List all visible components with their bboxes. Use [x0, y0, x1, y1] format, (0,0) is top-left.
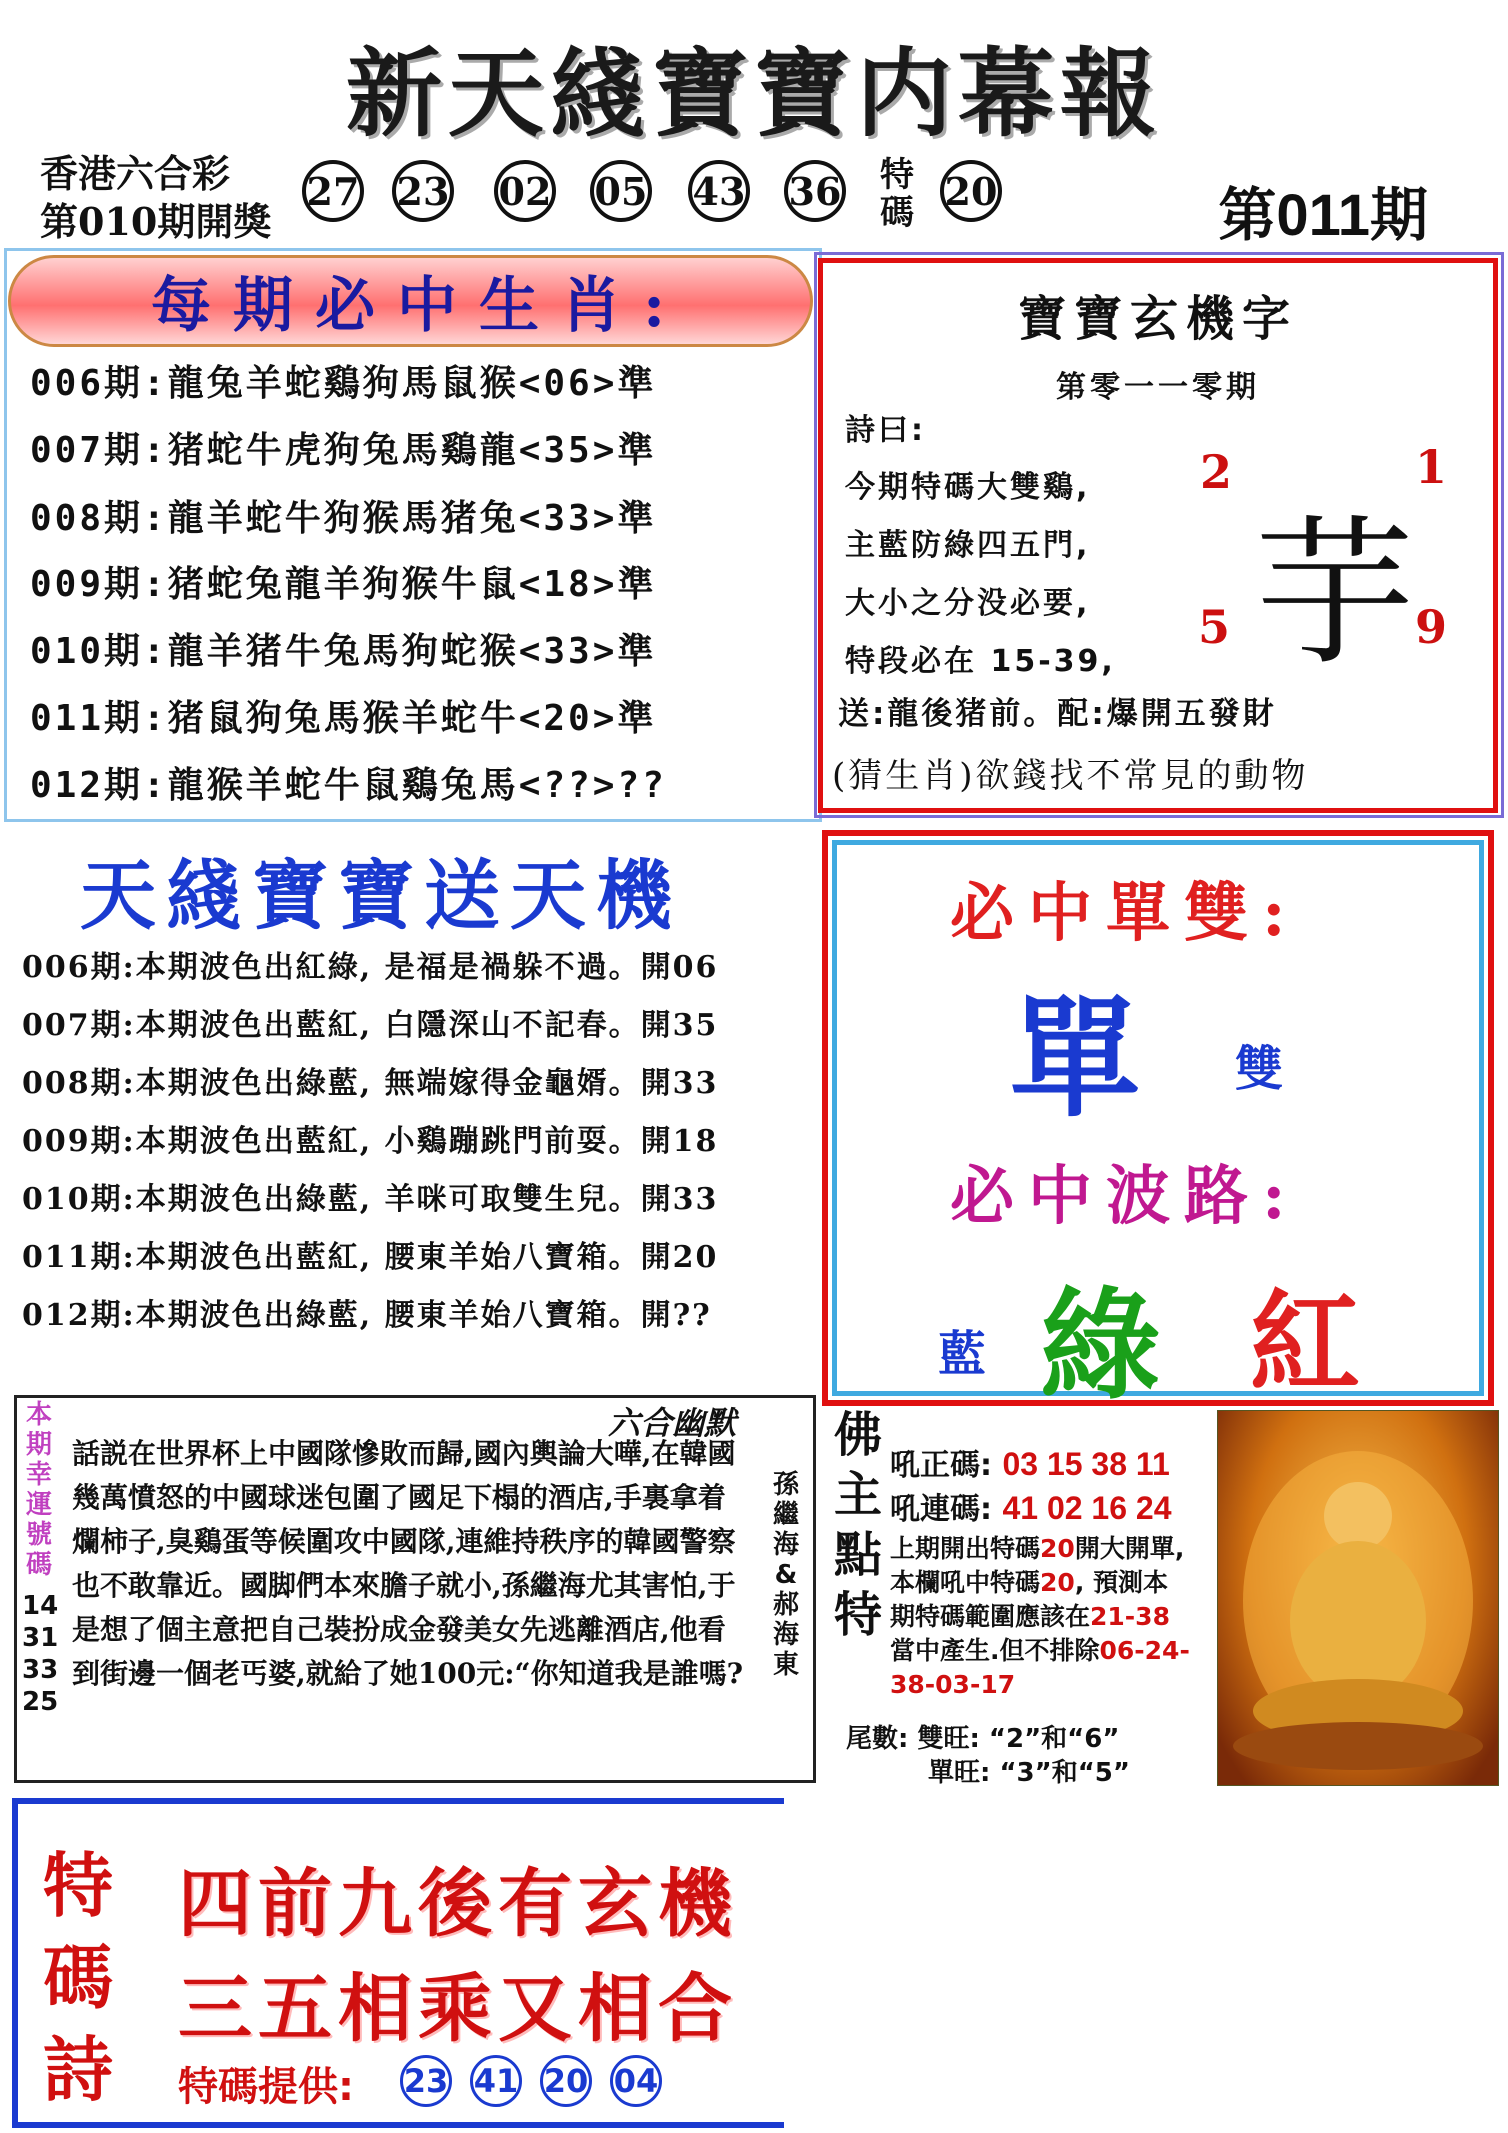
buddha-figure	[1218, 1411, 1498, 1785]
story-author: 孫繼海&郝海東	[772, 1470, 799, 1680]
poem-line-1: 四前九後有玄機	[178, 1861, 738, 1947]
oddeven-heading: 必中單雙:	[950, 876, 1300, 951]
poem-line-2: 三五相乘又相合	[178, 1966, 738, 2052]
lucky-numbers: 14 31 33 25	[22, 1591, 59, 1717]
poem-side-label: 特碼詩	[43, 1844, 113, 2111]
secret-character: 芋	[1255, 500, 1416, 687]
secret-guess: (猜生肖)欲錢找不常見的動物	[832, 756, 1309, 796]
special-label: 特碼	[880, 155, 914, 233]
buddha-image	[1217, 1410, 1499, 1786]
draw-info	[40, 150, 271, 246]
zodiac-heading: 每期必中生肖:	[8, 255, 813, 347]
note-text: 開大開單, 本欄吼中特碼	[890, 1534, 1185, 1597]
poem-label: 詩曰:	[845, 413, 926, 448]
tianji-row: 010期:本期波色出綠藍, 羊咪可取雙生兒。開33	[22, 1182, 719, 1217]
buddha-side-label: 佛主點特	[833, 1407, 882, 1643]
note-highlight: 20	[1040, 1568, 1075, 1597]
zodiac-row: 011期:猪鼠狗兔馬猴羊蛇牛<20>準	[30, 698, 657, 739]
secret-number: 9	[1415, 600, 1448, 654]
provide-ball: 23	[400, 2055, 452, 2107]
tianji-row: 007期:本期波色出藍紅, 白隱深山不記春。開35	[22, 1008, 719, 1043]
zodiac-row: 008期:龍羊蛇牛狗猴馬猪兔<33>準	[30, 498, 657, 539]
secret-number: 5	[1198, 600, 1231, 654]
page-title: 新天綫寶寶内幕報	[346, 37, 1162, 150]
humor-heading: 六合幽默	[608, 1404, 737, 1442]
tianji-row: 009期:本期波色出藍紅, 小鷄蹦跳門前耍。開18	[22, 1124, 719, 1159]
provide-ball: 41	[470, 2055, 522, 2107]
lucky-label: 本期幸運號碼	[25, 1400, 52, 1580]
note-text: 上期開出特碼	[890, 1534, 1041, 1563]
wave-heading: 必中波路:	[950, 1159, 1300, 1234]
wave-red: 紅	[1250, 1278, 1360, 1407]
tianji-row: 008期:本期波色出綠藍, 無端嫁得金龜婿。開33	[22, 1066, 719, 1101]
draw-ball: 02	[494, 160, 556, 222]
note-text: , 預測本期特碼範圍應該在	[890, 1568, 1169, 1631]
draw-ball: 05	[590, 160, 652, 222]
zodiac-row: 007期:猪蛇牛虎狗兔馬鷄龍<35>準	[30, 430, 657, 471]
provide-ball: 04	[610, 2055, 662, 2107]
poem-line: 今期特碼大雙鷄,	[845, 470, 1091, 505]
draw-ball: 23	[392, 160, 454, 222]
tianji-row: 012期:本期波色出綠藍, 腰東羊始八寶箱。開??	[22, 1298, 712, 1333]
tail-double: 雙旺: “2”和“6”	[917, 1724, 1120, 1754]
lian-codes: 41 02 16 24	[1002, 1490, 1172, 1526]
tail-double-row	[846, 1718, 1119, 1755]
zheng-row	[890, 1440, 1170, 1484]
secret-send: 送:龍後猪前。配:爆開五發財	[838, 696, 1277, 732]
buddha-note	[890, 1532, 1190, 1702]
note-highlight: 20	[1040, 1534, 1075, 1563]
even-mark: 雙	[1235, 1041, 1284, 1097]
draw-ball: 36	[784, 160, 846, 222]
poem-line: 大小之分没必要,	[845, 586, 1091, 621]
provide-label: 特碼提供:	[178, 2064, 354, 2110]
secret-subtitle: 第零一一零期	[1056, 370, 1260, 405]
draw-ball: 27	[302, 160, 364, 222]
poem-line: 特段必在 15-39,	[845, 644, 1116, 679]
odd-mark: 單	[1010, 982, 1141, 1135]
story-text: 話説在世界杯上中國隊慘敗而歸,國內輿論大嘩,在韓國幾萬憤怒的中國球迷包圍了國足下榻的酒店,手裏拿着爛柿子,臭鷄蛋等候圍攻中國隊,連維持秩序的韓國警察也不敢靠近。國脚們本來膽子就小,孫繼海尤其害怕,于是想了個主意把自己裝扮成金發美女先逃離酒店,他看到街邊一個老丐婆,就給了她100元:“你知道我是誰嗎?	[72, 1437, 744, 1690]
wave-green: 綠	[1040, 1275, 1160, 1416]
poem-line: 主藍防綠四五門,	[845, 528, 1091, 563]
note-highlight: 21-38	[1090, 1602, 1170, 1631]
draw-period: 第010期開獎	[40, 199, 272, 244]
next-issue: 第011期	[1218, 183, 1428, 248]
tail-label: 尾數:	[846, 1724, 909, 1754]
zodiac-row: 009期:猪蛇兔龍羊狗猴牛鼠<18>準	[30, 564, 657, 605]
tail-single: 單旺: “3”和“5”	[928, 1758, 1130, 1788]
lottery-name: 香港六合彩	[40, 151, 231, 196]
zheng-codes: 03 15 38 11	[1002, 1446, 1170, 1482]
zodiac-row: 012期:龍猴羊蛇牛鼠鷄兔馬<??>??	[30, 765, 667, 806]
note-highlight: 06-24-38-03-17	[890, 1636, 1190, 1699]
zodiac-row: 006期:龍兔羊蛇鷄狗馬鼠猴<06>準	[30, 363, 657, 404]
draw-ball: 43	[688, 160, 750, 222]
zodiac-row: 010期:龍羊猪牛兔馬狗蛇猴<33>準	[30, 631, 657, 672]
provide-ball: 20	[540, 2055, 592, 2107]
wave-blue: 藍	[938, 1326, 987, 1382]
lian-label: 吼連碼:	[890, 1492, 992, 1527]
secret-number: 2	[1200, 445, 1233, 499]
note-text: 當中產生.但不排除	[890, 1636, 1100, 1665]
special-ball: 20	[940, 160, 1002, 222]
tianji-row: 006期:本期波色出紅綠, 是福是禍躲不過。開06	[22, 950, 719, 985]
tianji-heading: 天綫寶寶送天機	[80, 851, 682, 940]
secret-title: 寶寶玄機字	[1017, 291, 1298, 347]
zheng-label: 吼正碼:	[890, 1448, 992, 1483]
lian-row	[890, 1484, 1172, 1528]
secret-number: 1	[1415, 440, 1448, 494]
tianji-row: 011期:本期波色出藍紅, 腰東羊始八寶箱。開20	[22, 1240, 719, 1275]
